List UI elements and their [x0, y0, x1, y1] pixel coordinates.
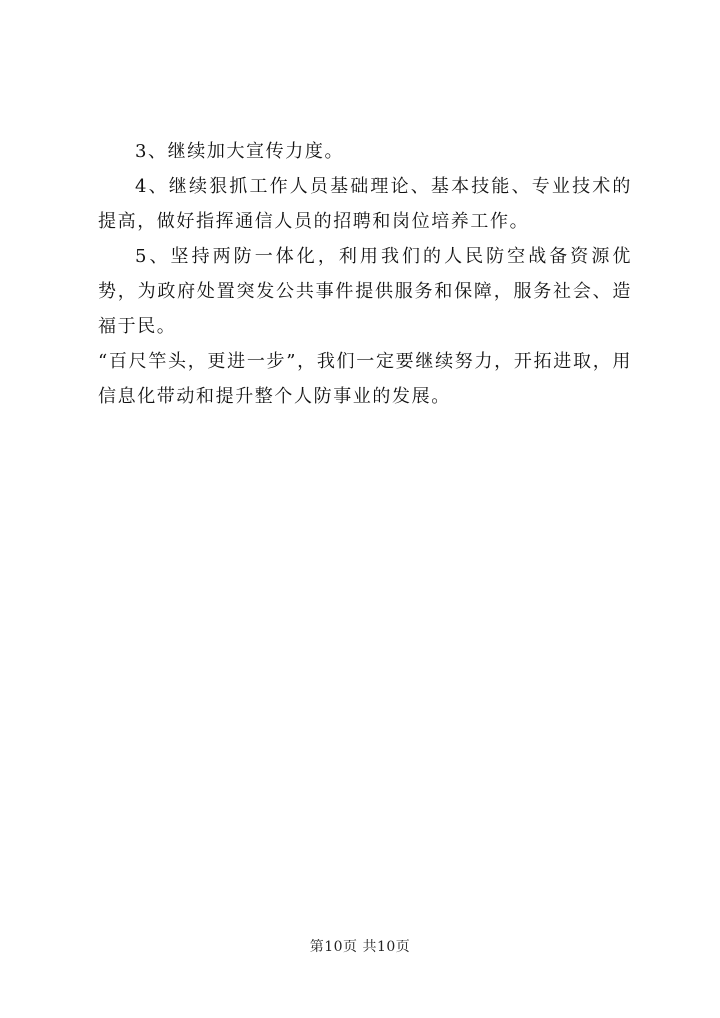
closing-paragraph: “百尺竿头，更进一步”，我们一定要继续努力，开拓进取，用信息化带动和提升整个人防事业的发展。 — [98, 351, 632, 407]
paragraph-item-5: 5、坚持两防一体化，利用我们的人民防空战备资源优势，为政府处置突发公共事件提供服务和保障，服务社会、造福于民。 — [98, 246, 632, 337]
page-number-footer: 第10页 共10页 — [309, 939, 411, 955]
paragraph-item-4: 4、继续狠抓工作人员基础理论、基本技能、专业技术的提高，做好指挥通信人员的招聘和岗位培养工作。 — [98, 176, 632, 232]
document-body — [98, 134, 632, 414]
paragraph-item-3: 3、继续加大宣传力度。 — [135, 141, 345, 162]
